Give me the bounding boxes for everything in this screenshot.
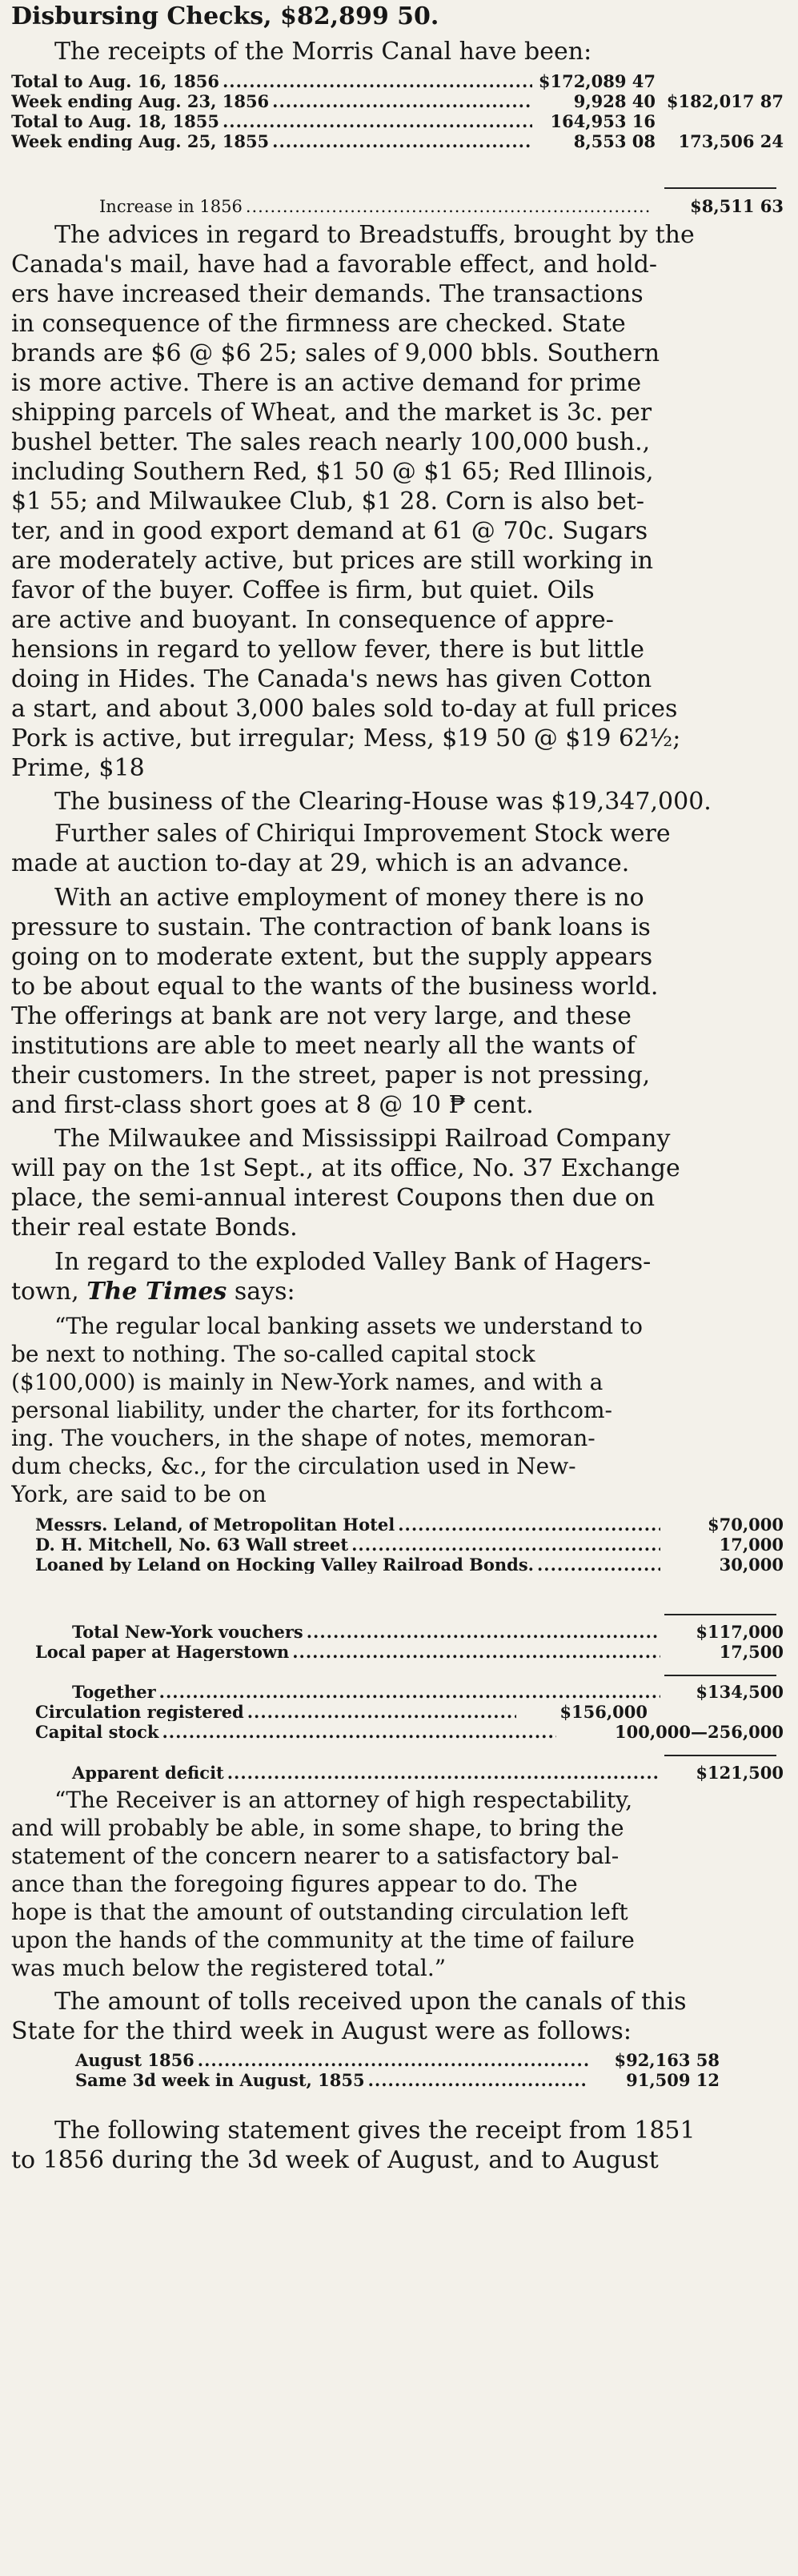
tolls-row: August 1856 ..... $92,163 58 [11, 2051, 784, 2069]
paragraph-line: In regard to the exploded Valley Bank of Hagers- [54, 1248, 652, 1276]
paragraph-line: including Southern Red, $1 50 @ $1 65; Red Illinois, [11, 458, 654, 486]
quote-line: “The regular local banking assets we understand to [54, 1313, 643, 1339]
canal-increase-row: Increase in 1856 ..... $8,511 63 [11, 197, 784, 216]
paragraph-line: doing in Hides. The Canada's news has given Cotton [11, 665, 652, 693]
paragraph-line: The Milwaukee and Mississippi Railroad Company [54, 1125, 671, 1153]
canal-receipt-row: Total to Aug. 16, 1856 ..... $172,089 47 [11, 72, 784, 90]
quote-line: was much below the registered total.” [11, 1955, 447, 1981]
quote-line: upon the hands of the community at the time of failure [11, 1927, 635, 1953]
quote-line: “The Receiver is an attorney of high respectability, [54, 1787, 633, 1813]
paragraph-line: shipping parcels of Wheat, and the market is 3c. per [11, 399, 652, 427]
paragraph-line: are moderately active, but prices are still working in [11, 547, 654, 575]
paragraph-line: place, the semi-annual interest Coupons then due on [11, 1184, 656, 1212]
paragraph-line: $1 55; and Milwaukee Club, $1 28. Corn is also bet- [11, 488, 644, 516]
paragraph-line: With an active employment of money there is no [54, 884, 644, 912]
quote-line: ($100,000) is mainly in New-York names, and with a [11, 1369, 604, 1395]
quote-line: hope is that the amount of outstanding circulation left [11, 1899, 628, 1925]
canal-receipt-row: Week ending Aug. 25, 1855 ..... 8,553 08 173,506 24 [11, 132, 784, 150]
quote-line: statement of the concern nearer to a satisfactory bal- [11, 1843, 620, 1869]
paragraph-line: ter, and in good export demand at 61 @ 70c. Sugars [11, 517, 648, 545]
quote-line: dum checks, &c., for the circulation used in New- [11, 1453, 576, 1479]
paragraph-line: The business of the Clearing-House was $19,347,000. [54, 788, 712, 816]
paragraph-line: their customers. In the street, paper is not pressing, [11, 1061, 651, 1089]
sum-rule [664, 1755, 776, 1756]
canal-intro: The receipts of the Morris Canal have been: [54, 38, 592, 66]
paragraph-line: their real estate Bonds. [11, 1214, 298, 1242]
paragraph-line: will pay on the 1st Sept., at its office, No. 37 Exchange [11, 1154, 680, 1182]
paragraph-line: favor of the buyer. Coffee is firm, but quiet. Oils [11, 576, 595, 604]
paragraph-line: are active and buoyant. In consequence of appre- [11, 606, 614, 634]
paragraph-line: brands are $6 @ $6 25; sales of 9,000 bbls. Southern [11, 339, 660, 367]
paragraph-line: Prime, $18 [11, 754, 145, 782]
sum-rule [664, 1675, 776, 1676]
capital-row: Capital stock ..... 100,000—256,000 [11, 1723, 784, 1741]
voucher-row: Loaned by Leland on Hocking Valley Railroad Bonds. ..... 30,000 [11, 1555, 784, 1574]
paragraph-line: bushel better. The sales reach nearly 100,000 bush., [11, 428, 651, 456]
paragraph-line: and first-class short goes at 8 @ 10 ₱ cent. [11, 1091, 534, 1119]
deficit-row: Apparent deficit ..... $121,500 [11, 1763, 784, 1782]
quote-line: ing. The vouchers, in the shape of notes, memoran- [11, 1425, 595, 1451]
quote-line: personal liability, under the charter, for its forthcom- [11, 1397, 612, 1423]
paragraph-line: going on to moderate extent, but the supply appears [11, 943, 653, 971]
paragraph-line: is more active. There is an active demand for prime [11, 369, 642, 397]
circulation-row: Circulation registered ..... $156,000 [11, 1703, 784, 1721]
paragraph-line: State for the third week in August were as follows: [11, 2017, 632, 2045]
paragraph-line: ers have increased their demands. The transactions [11, 280, 644, 308]
paragraph-line: pressure to sustain. The contraction of bank loans is [11, 913, 651, 941]
paragraph-line: hensions in regard to yellow fever, there is but little [11, 636, 644, 664]
paragraph-line: made at auction to-day at 29, which is an advance. [11, 849, 630, 877]
quote-line: be next to nothing. The so-called capital stock [11, 1341, 535, 1367]
together-row: Together ..... $134,500 [11, 1683, 784, 1701]
quote-line: ance than the foregoing figures appear to do. The [11, 1871, 578, 1897]
quote-line: and will probably be able, in some shape, to bring the [11, 1815, 624, 1841]
voucher-row: Messrs. Leland, of Metropolitan Hotel ..... $70,000 [11, 1515, 784, 1534]
paragraph-line: a start, and about 3,000 bales sold to-day at full prices [11, 695, 678, 723]
tolls-row: Same 3d week in August, 1855 ..... 91,509 12 [11, 2071, 784, 2089]
sum-rule [664, 187, 776, 189]
voucher-row: D. H. Mitchell, No. 63 Wall street ..... 17,000 [11, 1535, 784, 1554]
sum-rule [664, 1614, 776, 1615]
paragraph-line: The advices in regard to Breadstuffs, brought by the [54, 221, 695, 249]
paragraph-line: to 1856 during the 3d week of August, and to August [11, 2146, 659, 2174]
paragraph-line: Further sales of Chiriqui Improvement Stock were [54, 820, 671, 848]
paragraph-line: town, The Times says: [11, 1278, 295, 1306]
canal-receipt-row: Week ending Aug. 23, 1856 ..... 9,928 40 $182,017 87 [11, 92, 784, 110]
paragraph-line: in consequence of the firmness are checked. State [11, 310, 626, 338]
page-title: Disbursing Checks, $82,899 50. [11, 2, 439, 30]
quote-line: York, are said to be on [11, 1481, 267, 1507]
paragraph-line: The amount of tolls received upon the canals of this [54, 1988, 687, 2016]
paragraph-line: The following statement gives the receipt from 1851 [54, 2117, 696, 2145]
paragraph-line: institutions are able to meet nearly all the wants of [11, 1032, 636, 1060]
paragraph-line: to be about equal to the wants of the business world. [11, 973, 659, 1001]
voucher-total-row: Total New-York vouchers ..... $117,000 [11, 1623, 784, 1641]
paragraph-line: The offerings at bank are not very large, and these [11, 1002, 632, 1030]
canal-receipt-row: Total to Aug. 18, 1855 ..... 164,953 16 [11, 112, 784, 130]
voucher-total-row: Local paper at Hagerstown ..... 17,500 [11, 1643, 784, 1661]
paragraph-line: Pork is active, but irregular; Mess, $19 50 @ $19 62½; [11, 724, 681, 752]
newspaper-name: The Times [86, 1278, 227, 1306]
paragraph-line: Canada's mail, have had a favorable effect, and hold- [11, 251, 658, 279]
